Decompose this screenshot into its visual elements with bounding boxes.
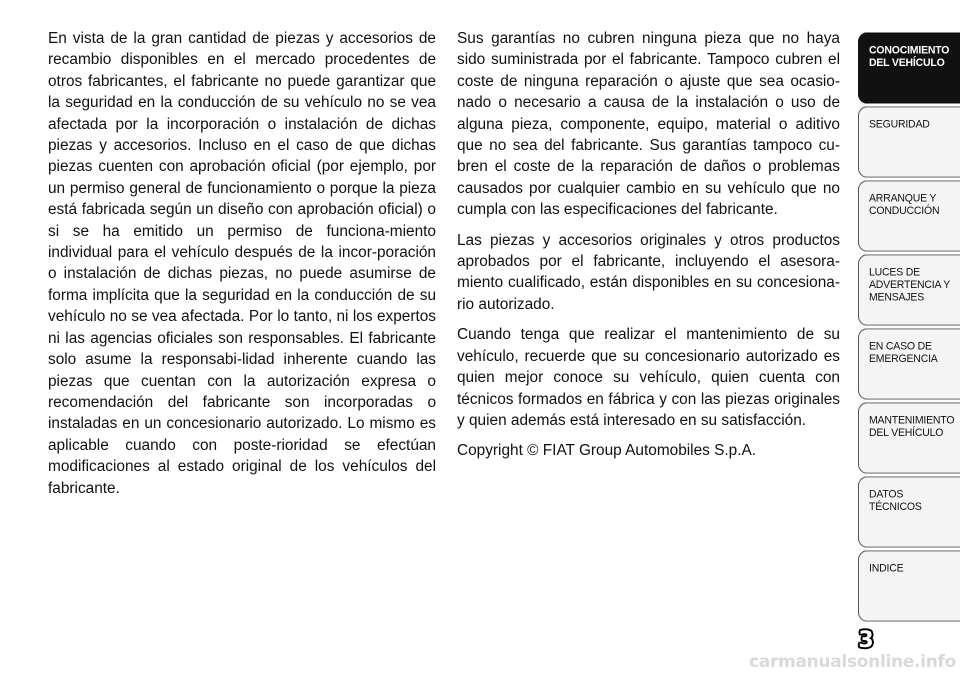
section-tabs (858, 0, 960, 678)
paragraph: Cuando tenga que realizar el mantenimiento de su vehículo, recuerde que su concesionario autorizado es quien mejor conoce su vehículo, quien cuenta con técnicos formados en fábrica y con las piezas originales y quien además está interesado en su satisfacción. (457, 326, 840, 429)
tab-conocimiento-del-vehiculo[interactable]: CONOCIMIENTO DEL VEHÍCULO (858, 32, 960, 103)
right-column (457, 28, 840, 471)
paragraph: Sus garantías no cubren ninguna pieza que no haya sido suministrada por el fabricante. Tampoco cubren el coste de ninguna reparación o ajuste que sea ocasio-nado o necesario a causa de la instalación o uso de alguna pieza, componente, equipo, material o aditivo que no sea del fabricante. Sus garantías tampoco cu-bren el coste de la reparación de daños o problemas causados por cualquier cambio en su vehículo que no cumpla con las especificaciones del fabricante. (457, 30, 840, 219)
tab-mantenimiento-del-vehiculo[interactable]: MANTENIMIENTO DEL VEHÍCULO (858, 402, 960, 473)
paragraph: Las piezas y accesorios originales y otros productos aprobados por el fabricante, incluyendo el asesora-miento cualificado, están disponibles en su concesiona-rio autorizado. (457, 231, 840, 313)
watermark: carmanualsonline.info (749, 652, 956, 672)
copyright-line: Copyright © FIAT Group Automobiles S.p.A. (457, 442, 757, 460)
tab-datos-tecnicos[interactable]: DATOS TÉCNICOS (858, 476, 960, 547)
left-column (48, 28, 436, 508)
tab-indice[interactable]: INDICE (858, 550, 960, 621)
tab-arranque-y-conduccion[interactable]: ARRANQUE Y CONDUCCIÓN (858, 180, 960, 251)
page-number: 3 (858, 628, 874, 653)
tab-luces-de-advertencia[interactable]: LUCES DE ADVERTENCIA Y MENSAJES (858, 254, 960, 325)
tab-seguridad[interactable]: SEGURIDAD (858, 106, 960, 177)
tab-en-caso-de-emergencia[interactable]: EN CASO DE EMERGENCIA (858, 328, 960, 399)
paragraph: En vista de la gran cantidad de piezas y accesorios de recambio disponibles en el mercado procedentes de otros fabricantes, el fabricante no puede garantizar que la seguridad en la conducción de su vehículo no se vea afectada por la incorporación o instalación de dichas piezas y accesorios. Incluso en el caso de que dichas piezas cuenten con aprobación oficial (por ejemplo, por un permiso general de funcionamiento o porque la pieza está fabricada según un diseño con aprobación oficial) o si se ha emitido un permiso de funciona-miento individual para el vehículo después de la incor-poración o instalación de dichas piezas, no puede asumirse de forma implícita que la seguridad en la conducción de su vehículo no se vea afectada. Por lo tanto, ni los expertos ni las agencias oficiales son responsables. El fabricante solo asume la responsabi-lidad inherente cuando las piezas que cuentan con la autorización expresa o recomendación del fabricante son incorporadas o instaladas en un concesionario autorizado. Lo mismo es aplicable cuando con poste-rioridad se efectúan modificaciones al estado original de los vehículos del fabricante. (48, 30, 436, 497)
